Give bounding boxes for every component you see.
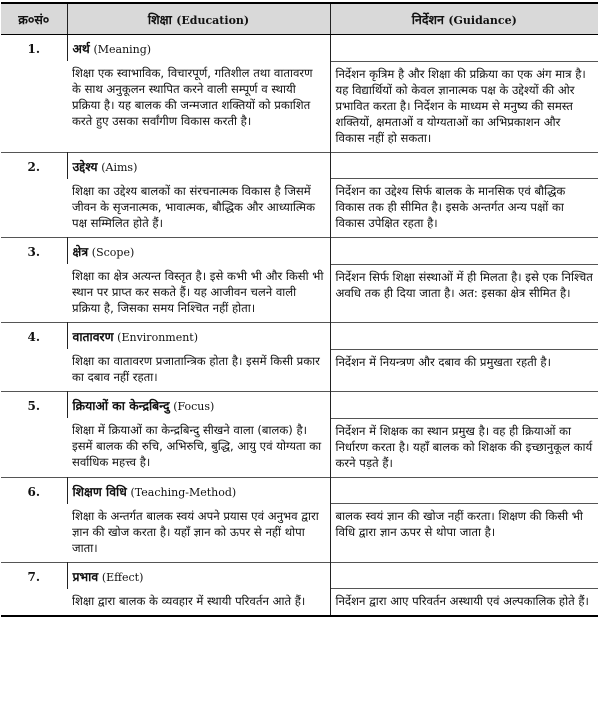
education-text: शिक्षा में क्रियाओं का केन्द्रबिन्दु सीखने वाला (बालक) है। इसमें बालक की रुचि, अभिरुचि, बुद्धि, आयु एवं योग्यता का सर्वाधिक महत्त्व है।: [72, 423, 322, 469]
serial-number: 6.: [27, 484, 41, 499]
section-title-spacer: [330, 392, 598, 419]
page: [0, 2, 599, 706]
table-row: [1, 589, 598, 617]
section-title: [67, 35, 330, 62]
table-row: [1, 323, 598, 350]
guidance-text: निर्देशन द्वारा आए परिवर्तन अस्थायी एवं अल्पकालिक होते हैं।: [330, 589, 598, 617]
section-title: [67, 323, 330, 350]
header-education-english: (Education): [176, 13, 250, 27]
header-education-hindi: शिक्षा: [147, 11, 172, 27]
table-row: [1, 349, 598, 392]
header-guidance-english: (Guidance): [448, 13, 517, 27]
section-title-english: (Meaning): [93, 43, 152, 56]
header-guidance-hindi: निर्देशन: [411, 11, 444, 27]
serial-number: 7.: [27, 569, 41, 584]
table-row: [1, 61, 598, 152]
table-row: [1, 562, 598, 589]
education-text: शिक्षा एक स्वाभाविक, विचारपूर्ण, गतिशील तथा वातावरण के साथ अनुकूलन स्थापित करने वाली सम्पूर्ण व स्थायी प्रक्रिया है। यह बालक की जन्मजात शक्तियों को प्रकाशित करते हुए उसका सर्वांगीण विकास करती है।: [72, 66, 313, 128]
section-title-hindi: क्षेत्र: [72, 245, 89, 259]
section-title: [67, 392, 330, 419]
table-row: [1, 477, 598, 504]
serial-number: 1.: [27, 42, 41, 56]
section-title-english: (Effect): [101, 570, 144, 584]
section-title-english: (Environment): [117, 331, 199, 344]
section-title: [67, 562, 330, 589]
table-row: [1, 504, 598, 563]
header-guidance: [330, 3, 598, 35]
guidance-text: निर्देशन कृत्रिम है और शिक्षा की प्रक्रिया का एक अंग मात्र है। यह विद्यार्थियों को केवल ज्ञानात्मक पक्ष के उद्देश्यों की ओर प्रभावित करता है। निर्देशन के माध्यम से मनुष्य की समस्त शक्तियों, क्षमताओं व योग्यताओं का अभिप्रकाशन और विकास नहीं हो सकता।: [330, 61, 598, 152]
education-text: शिक्षा का क्षेत्र अत्यन्त विस्तृत है। इसे कभी भी और किसी भी स्थान पर प्राप्त कर सकते हैं। यह आजीवन चलने वाली प्रक्रिया है, जिसका समय निश्चित नहीं होता।: [72, 269, 324, 315]
table-row: [1, 264, 598, 323]
section-title-hindi: अर्थ: [72, 42, 90, 56]
section-title-hindi: शिक्षण विधि: [72, 484, 127, 499]
education-text: शिक्षा के अन्तर्गत बालक स्वयं अपने प्रयास एवं अनुभव द्वारा ज्ञान की खोज करता है। यहाँ ज्ञान को ऊपर से नहीं थोपा जाता।: [72, 508, 319, 555]
section-title: [67, 477, 330, 504]
table-row: [1, 418, 598, 477]
section-title-english: (Scope): [91, 246, 135, 259]
table-row: [1, 238, 598, 265]
guidance-text: बालक स्वयं ज्ञान की खोज नहीं करता। शिक्षण की किसी भी विधि द्वारा ज्ञान ऊपर से थोपा जाता है।: [330, 504, 598, 563]
guidance-text: निर्देशन सिर्फ शिक्षा संस्थाओं में ही मिलता है। इसे एक निश्चित अवधि तक ही दिया जाता है। अत: इसका क्षेत्र सीमित है।: [330, 264, 598, 323]
header-education: [67, 3, 330, 35]
section-title: [67, 238, 330, 265]
serial-number: 3.: [27, 245, 41, 259]
serial-number: 4.: [27, 330, 41, 344]
comparison-table: [1, 2, 598, 617]
guidance-text: निर्देशन का उद्देश्य सिर्फ बालक के मानसिक एवं बौद्धिक विकास तक ही सीमित है। इसके अन्तर्गत अन्य पक्षों का विकास उपेक्षित रहता है।: [330, 179, 598, 238]
section-title-english: (Teaching-Method): [130, 485, 237, 499]
table-row: [1, 392, 598, 419]
section-title-hindi: उद्देश्य: [72, 159, 98, 174]
section-title-spacer: [330, 477, 598, 504]
education-text: शिक्षा द्वारा बालक के व्यवहार में स्थायी परिवर्तन आते हैं।: [72, 593, 306, 608]
guidance-text: निर्देशन में नियन्त्रण और दबाव की प्रमुखता रहती है।: [330, 349, 598, 392]
table-row: [1, 35, 598, 62]
section-title-english: (Aims): [101, 160, 138, 174]
header-serial-number: क्र०सं०: [1, 3, 67, 35]
section-title-hindi: प्रभाव: [72, 569, 99, 584]
section-title-spacer: [330, 35, 598, 62]
education-text: शिक्षा का वातावरण प्रजातान्त्रिक होता है। इसमें किसी प्रकार का दबाव नहीं रहता।: [72, 354, 320, 384]
section-title-spacer: [330, 323, 598, 350]
serial-number: 2.: [27, 159, 41, 174]
education-text: शिक्षा का उद्देश्य बालकों का संरचनात्मक विकास है जिसमें जीवन के सृजनात्मक, भावात्मक, बौद्धिक और आध्यात्मिक पक्ष सम्मिलित होते हैं।: [72, 183, 315, 230]
section-title-spacer: [330, 238, 598, 265]
table-row: [1, 152, 598, 179]
table-row: [1, 179, 598, 238]
serial-number: 5.: [27, 399, 41, 413]
section-title-english: (Focus): [173, 400, 215, 413]
guidance-text: निर्देशन में शिक्षक का स्थान प्रमुख है। वह ही क्रियाओं का निर्धारण करता है। यहाँ बालक को शिक्षक की इच्छानुकूल कार्य करने पड़ते हैं।: [330, 418, 598, 477]
section-title-spacer: [330, 152, 598, 179]
section-title-spacer: [330, 562, 598, 589]
header-row: [1, 3, 598, 35]
section-title: [67, 152, 330, 179]
section-title-hindi: क्रियाओं का केन्द्रबिन्दु: [72, 399, 170, 413]
section-title-hindi: वातावरण: [72, 330, 114, 344]
